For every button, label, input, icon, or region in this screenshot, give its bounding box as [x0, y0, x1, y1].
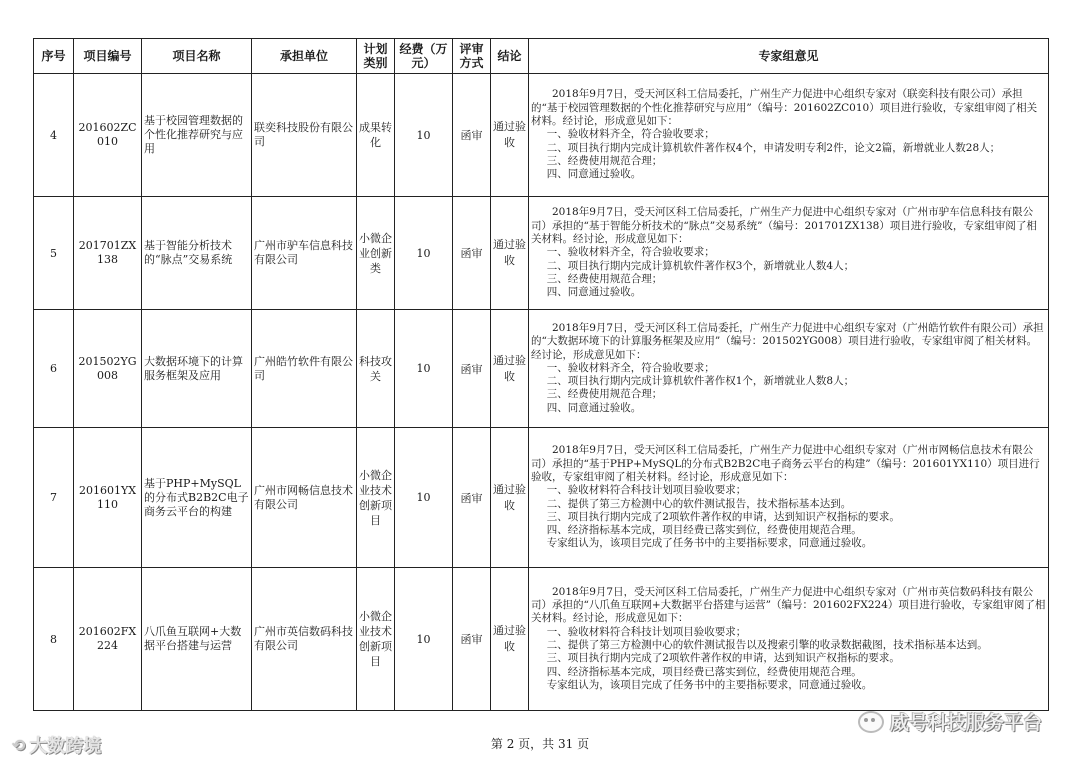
header-conclusion: 结论 [491, 39, 529, 74]
cell-seq: 5 [34, 197, 74, 310]
opinion-summary: 专家组认为，该项目完成了任务书中的主要指标要求，同意通过验收。 [546, 537, 873, 550]
watermark-right-text: 威号科技服务平台 [889, 712, 1042, 734]
header-funding: 经费（万元） [395, 39, 453, 74]
cell-conclusion: 通过验收 [491, 568, 529, 711]
opinion-paragraph: 2018年9月7日，受天河区科工信局委托，广州生产力促进中心组织专家对（广州市英信数码科技有限公司）承担的“八爪鱼互联网+大数据平台搭建与运营”（编号：201602FX224）项目进行验收，专家组审阅了相关材料。经讨论，形成意见如下： [531, 585, 1046, 625]
opinion-item: 一、验收材料齐全，符合验收要求； [546, 128, 715, 141]
header-project-no: 项目编号 [74, 39, 142, 74]
table-row [34, 74, 1049, 197]
cell-project-name: 基于校园管理数据的个性化推荐研究与应用 [142, 74, 252, 197]
cell-plan-type: 成果转化 [357, 74, 395, 197]
table-row [34, 428, 1049, 568]
opinion-paragraph: 2018年9月7日，受天河区科工信局委托，广州生产力促进中心组织专家对（广州市网畅信息技术有限公司）承担的“基于PHP+MySQL的分布式B2B2C电子商务云平台的构建”（编号：201601YX110）项目进行验收，专家组审阅了相关材料。经讨论，形成意见如下： [531, 444, 1040, 483]
cell-funding: 10 [395, 568, 453, 711]
header-unit: 承担单位 [252, 39, 357, 74]
cell-review-method: 函审 [453, 197, 491, 310]
opinion-item: 二、提供了第三方检测中心的软件测试报告以及搜索引擎的收录数据截图，技术指标基本达到。 [546, 639, 988, 651]
wechat-icon [858, 711, 884, 733]
opinion-item: 一、验收材料齐全，符合验收要求； [546, 361, 715, 374]
opinion-item: 四、同意通过验收。 [546, 168, 642, 181]
cell-project-name: 基于智能分析技术的“脉点”交易系统 [142, 197, 252, 310]
cell-seq: 7 [34, 428, 74, 568]
page-number-footer: 第 2 页，共 31 页 [490, 737, 590, 751]
cell-plan-type: 小微企业创新类 [357, 197, 395, 310]
project-acceptance-table [33, 38, 1049, 711]
cell-opinion [529, 428, 1049, 568]
opinion-item: 三、项目执行期内完成了2项软件著作权的申请，达到知识产权指标的要求。 [546, 652, 900, 665]
opinion-paragraph: 2018年9月7日，受天河区科工信局委托，广州生产力促进中心组织专家对（广州皓竹软件有限公司）承担的“大数据环境下的计算服务框架及应用”（编号：201502YG008）项目进行验收，专家组审阅了相关材料。经讨论，形成意见如下： [531, 321, 1044, 361]
opinion-item: 一、验收材料符合科技计划项目验收要求； [546, 484, 747, 497]
header-project-name: 项目名称 [142, 39, 252, 74]
cell-review-method: 函审 [453, 428, 491, 568]
table-row [34, 568, 1049, 711]
opinion-item: 四、经济指标基本完成，项目经费已落实到位，经费使用规范合理。 [546, 665, 862, 678]
table-header-row [34, 39, 1049, 74]
opinion-item: 一、验收材料符合科技计划项目验收要求； [546, 625, 747, 638]
cell-seq: 6 [34, 310, 74, 428]
cell-plan-type: 科技攻关 [357, 310, 395, 428]
header-opinion: 专家组意见 [529, 39, 1049, 74]
watermark-logo-icon: ⟲ [12, 735, 26, 755]
cell-plan-type: 小微企业技术创新项目 [357, 428, 395, 568]
cell-funding: 10 [395, 74, 453, 197]
header-review-method: 评审方式 [453, 39, 491, 74]
cell-opinion [529, 310, 1049, 428]
cell-unit: 联奕科技股份有限公司 [252, 74, 357, 197]
cell-funding: 10 [395, 197, 453, 310]
cell-conclusion: 通过验收 [491, 428, 529, 568]
cell-project-no: 201602ZC010 [74, 74, 142, 197]
cell-unit: 广州皓竹软件有限公司 [252, 310, 357, 428]
opinion-item: 四、同意通过验收。 [546, 401, 642, 414]
opinion-paragraph: 2018年9月7日，受天河区科工信局委托，广州生产力促进中心组织专家对（联奕科技有限公司）承担的“基于校园管理数据的个性化推荐研究与应用”（编号：201602ZC010）项目进行验收，专家组审阅了相关材料。经讨论，形成意见如下： [531, 88, 1038, 128]
opinion-item: 三、经费使用规范合理； [546, 272, 663, 285]
cell-project-name: 基于PHP+MySQL的分布式B2B2C电子商务云平台的构建 [142, 428, 252, 568]
opinion-item: 四、经济指标基本完成，项目经费已落实到位，经费使用规范合理。 [546, 524, 862, 537]
opinion-item: 三、经费使用规范合理； [546, 388, 663, 401]
watermark-left-text: 大数跨境 [29, 736, 102, 757]
opinion-item: 三、经费使用规范合理； [546, 154, 663, 167]
cell-opinion [529, 197, 1049, 310]
cell-unit: 广州市英信数码科技有限公司 [252, 568, 357, 711]
header-seq: 序号 [34, 39, 74, 74]
cell-project-no: 201701ZX138 [74, 197, 142, 310]
opinion-paragraph: 2018年9月7日，受天河区科工信局委托，广州生产力促进中心组织专家对（广州市驴车信息科技有限公司）承担的“基于智能分析技术的“脉点”交易系统”（编号：201701ZX138）项目进行验收，专家组审阅了相关材料。经讨论，形成意见如下： [531, 206, 1037, 246]
header-plan-type: 计划类别 [357, 39, 395, 74]
opinion-item: 四、同意通过验收。 [546, 286, 642, 299]
cell-project-name: 大数据环境下的计算服务框架及应用 [142, 310, 252, 428]
opinion-item: 二、项目执行期内完成计算机软件著作权1个，新增就业人数8人； [546, 375, 855, 388]
cell-funding: 10 [395, 428, 453, 568]
cell-review-method: 函审 [453, 310, 491, 428]
cell-unit: 广州市驴车信息科技有限公司 [252, 197, 357, 310]
opinion-item: 二、项目执行期内完成计算机软件著作权4个，申请发明专利2件，论文2篇，新增就业人数28人； [546, 141, 1001, 154]
document-page [33, 38, 1048, 711]
cell-plan-type: 小微企业技术创新项目 [357, 568, 395, 711]
table-row [34, 310, 1049, 428]
cell-seq: 8 [34, 568, 74, 711]
cell-opinion [529, 568, 1049, 711]
opinion-summary: 专家组认为，该项目完成了任务书中的主要指标要求，同意通过验收。 [546, 678, 873, 691]
cell-project-no: 201601YX110 [74, 428, 142, 568]
cell-seq: 4 [34, 74, 74, 197]
cell-unit: 广州市网畅信息技术有限公司 [252, 428, 357, 568]
table-row [34, 197, 1049, 310]
cell-conclusion: 通过验收 [491, 310, 529, 428]
cell-opinion [529, 74, 1049, 197]
opinion-item: 二、提供了第三方检测中心的软件测试报告，技术指标基本达到。 [546, 497, 852, 510]
cell-review-method: 函审 [453, 74, 491, 197]
opinion-item: 二、项目执行期内完成计算机软件著作权3个，新增就业人数4人； [546, 259, 855, 272]
cell-review-method: 函审 [453, 568, 491, 711]
cell-conclusion: 通过验收 [491, 197, 529, 310]
cell-project-no: 201602FX224 [74, 568, 142, 711]
cell-funding: 10 [395, 310, 453, 428]
watermark-right [858, 708, 1042, 735]
cell-conclusion: 通过验收 [491, 74, 529, 197]
opinion-item: 一、验收材料齐全，符合验收要求； [546, 246, 715, 259]
table-body [34, 74, 1049, 711]
opinion-item: 三、项目执行期内完成了2项软件著作权的申请，达到知识产权指标的要求。 [546, 510, 900, 523]
cell-project-no: 201502YG008 [74, 310, 142, 428]
cell-project-name: 八爪鱼互联网+大数据平台搭建与运营 [142, 568, 252, 711]
